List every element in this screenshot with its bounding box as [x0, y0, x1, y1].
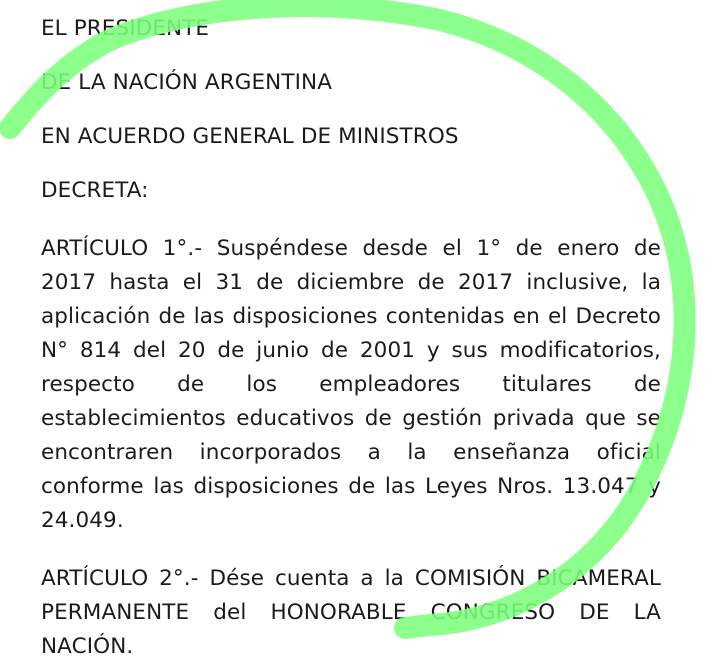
heading-acuerdo-ministros: EN ACUERDO GENERAL DE MINISTROS [41, 124, 459, 149]
article-2-paragraph: ARTÍCULO 2°.- Dése cuenta a la COMISIÓN BICAMERAL PERMANENTE del HONORABLE CONGRESO DE LA NACIÓN. [41, 566, 661, 659]
heading-nacion-argentina: DE LA NACIÓN ARGENTINA [41, 70, 333, 95]
heading-decreta: DECRETA: [41, 178, 149, 203]
paragraph-gap [41, 538, 661, 558]
heading-el-presidente: EL PRESIDENTE [41, 16, 210, 41]
decree-document [41, 12, 661, 664]
article-1-paragraph: ARTÍCULO 1°.- Suspéndese desde el 1° de enero de 2017 hasta el 31 de diciembre de 2017 inclusive, la aplicación de las disposiciones contenidas en el Decreto N° 814 del 20 de junio de 2001 y sus modificatorios, respecto de los empleadores titulares de establecimientos educativos de gestión privada que se encontraren incorporados a la enseñanza oficial conforme las disposiciones de las Leyes Nros. 13.047 y 24.049. [41, 236, 661, 533]
